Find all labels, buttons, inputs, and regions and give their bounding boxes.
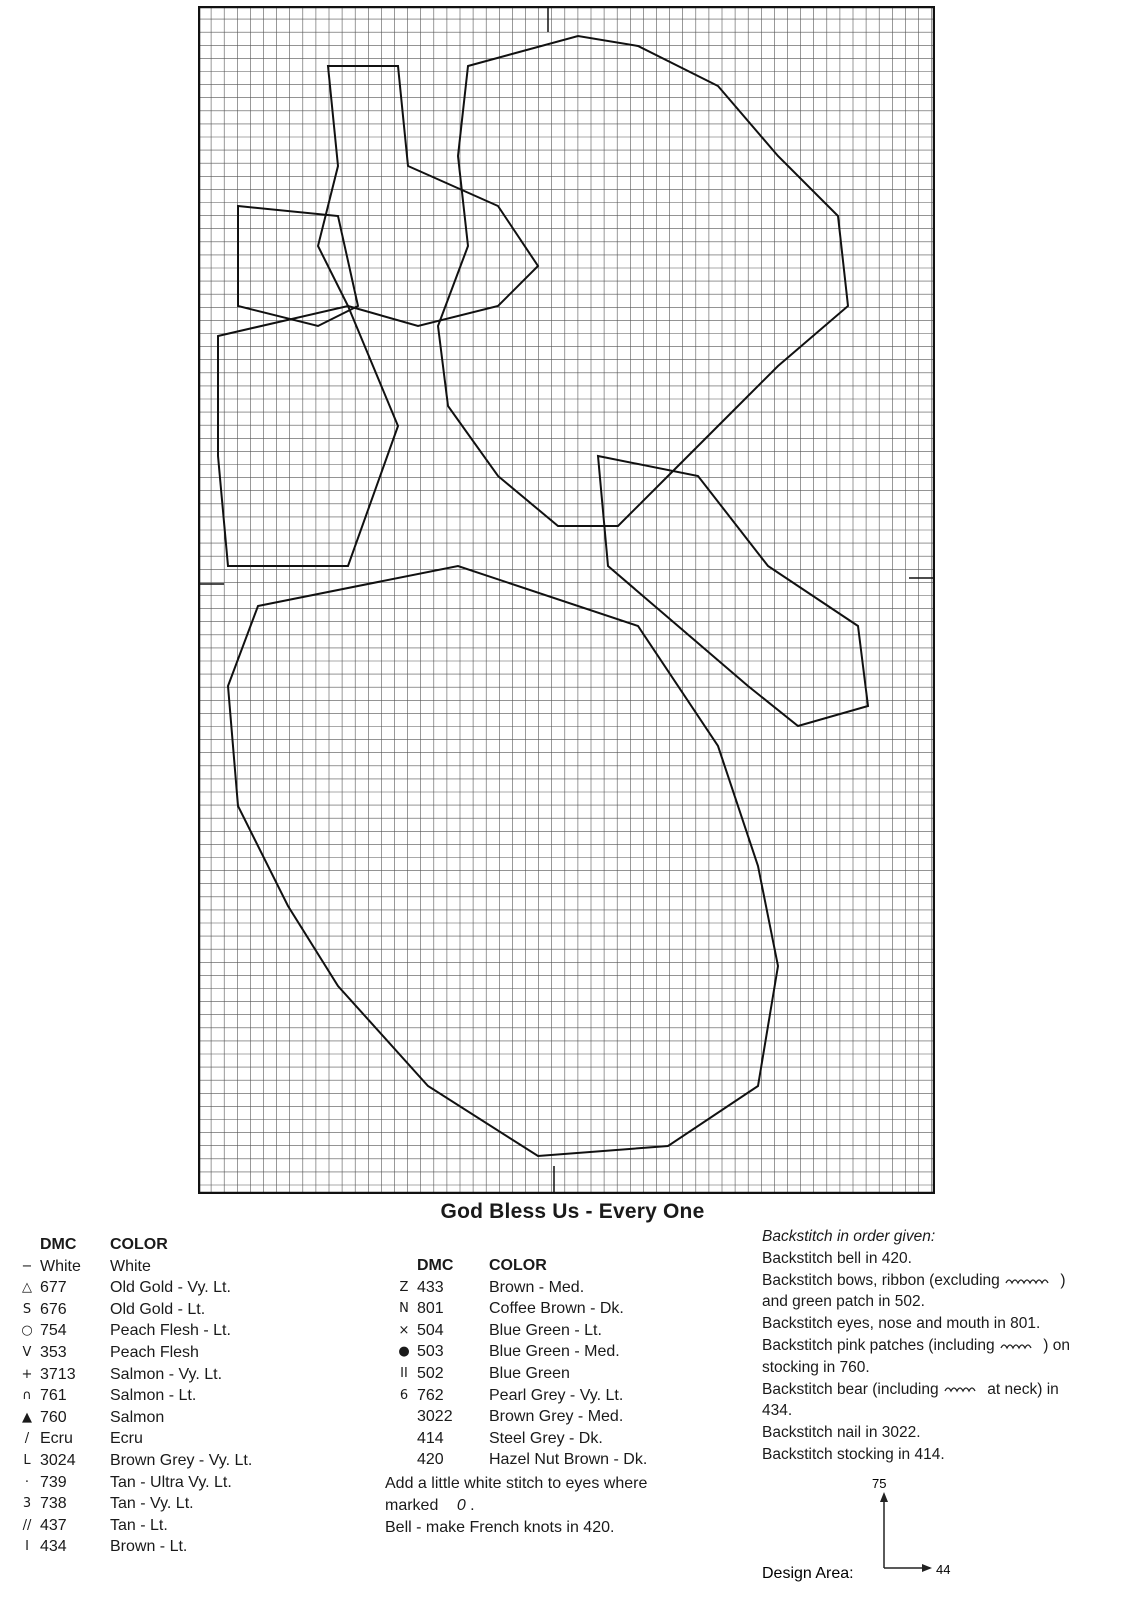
legend-symbol: ×	[398, 1322, 410, 1338]
legend-dmc: 677	[40, 1279, 67, 1297]
legend-dmc: 434	[40, 1538, 67, 1556]
legend-symbol	[395, 1428, 413, 1450]
backstitch-line: and green patch in 502.	[762, 1293, 925, 1311]
legend-color: Brown - Med.	[489, 1278, 585, 1296]
legend-color: Peach Flesh - Lt.	[110, 1322, 231, 1340]
legend-color: Coffee Brown - Dk.	[489, 1300, 624, 1318]
legend-symbol: +	[21, 1366, 33, 1382]
legend-color: Tan - Lt.	[110, 1516, 168, 1534]
bell-note: Bell - make French knots in 420.	[385, 1519, 615, 1536]
legend-symbol: I	[25, 1539, 29, 1555]
legend-dmc: 414	[417, 1429, 444, 1447]
legend-row	[395, 1341, 647, 1363]
legend-right-header	[395, 1255, 647, 1277]
legend-symbol: −	[21, 1258, 33, 1274]
legend-row	[395, 1385, 647, 1407]
design-area-indicator	[762, 1478, 962, 1588]
legend-row	[18, 1320, 252, 1342]
legend-color: Old Gold - Vy. Lt.	[110, 1279, 231, 1297]
legend-color: Brown - Lt.	[110, 1538, 188, 1556]
backstitch-text: Backstitch bear (including	[762, 1380, 939, 1398]
backstitch-text: ) on	[1043, 1336, 1070, 1354]
legend-color: Brown Grey - Vy. Lt.	[110, 1451, 253, 1469]
chart-outline	[318, 66, 538, 326]
legend-symbol: L	[23, 1452, 31, 1468]
legend-symbol: N	[399, 1301, 409, 1317]
legend-dmc: 754	[40, 1322, 67, 1340]
legend-color: Ecru	[110, 1430, 143, 1448]
legend-color: Peach Flesh	[110, 1343, 199, 1361]
white-stitch-note-text: marked	[385, 1497, 439, 1514]
legend-dmc: 760	[40, 1408, 67, 1426]
legend-symbol: ▲	[22, 1409, 32, 1425]
chart-outline	[218, 306, 398, 566]
legend-row	[18, 1493, 252, 1515]
legend-left-header	[18, 1234, 252, 1256]
legend-dmc: 762	[417, 1386, 444, 1404]
legend-row	[395, 1298, 647, 1320]
legend-row	[395, 1406, 647, 1428]
legend-row	[18, 1342, 252, 1364]
legend-symbol: II	[400, 1365, 408, 1381]
backstitch-line: Backstitch bell in 420.	[762, 1249, 912, 1267]
legend-symbol: /	[24, 1431, 30, 1447]
backstitch-line: 434.	[762, 1402, 793, 1420]
legend-symbol: ○	[21, 1323, 33, 1339]
legend-symbol: ∩	[22, 1388, 32, 1404]
legend-row	[18, 1277, 252, 1299]
legend-color: Tan - Ultra Vy. Lt.	[110, 1473, 232, 1491]
legend-row	[395, 1363, 647, 1385]
legend-symbol: ·	[24, 1474, 30, 1490]
legend-color: Hazel Nut Brown - Dk.	[489, 1451, 648, 1469]
legend-symbol: Z	[399, 1279, 409, 1295]
design-area-label: Design Area:	[762, 1565, 854, 1582]
legend-symbol: S	[22, 1301, 32, 1317]
backstitch-heading: Backstitch in order given:	[762, 1228, 936, 1245]
legend-dmc: 503	[417, 1343, 444, 1361]
legend-row	[395, 1449, 647, 1471]
legend-dmc: 676	[40, 1300, 67, 1318]
legend-symbol: 3	[22, 1496, 32, 1512]
legend-color: Steel Grey - Dk.	[489, 1429, 603, 1447]
legend-row	[395, 1428, 647, 1450]
chart-outline	[598, 456, 868, 726]
legend-row	[18, 1385, 252, 1407]
white-stitch-note-line2: marked 0 .	[385, 1497, 475, 1514]
legend-color: Pearl Grey - Vy. Lt.	[489, 1386, 624, 1404]
legend-row	[18, 1472, 252, 1494]
legend-dmc: 739	[40, 1473, 67, 1491]
legend-dmc: 504	[417, 1321, 444, 1339]
legend-dmc: 353	[40, 1343, 67, 1361]
legend-row	[18, 1256, 252, 1278]
backstitch-text: )	[1060, 1271, 1066, 1289]
legend-color: Tan - Vy. Lt.	[110, 1495, 194, 1513]
legend-color: Blue Green - Med.	[489, 1343, 620, 1361]
legend-dmc: 3022	[417, 1408, 453, 1426]
backstitch-line	[762, 1270, 1132, 1292]
legend-header-dmc: DMC	[417, 1257, 454, 1274]
legend-row	[18, 1515, 252, 1537]
legend-symbol: V	[22, 1344, 32, 1360]
legend-right	[395, 1255, 647, 1471]
legend-row	[395, 1320, 647, 1342]
legend-symbol: 6	[399, 1387, 409, 1403]
legend-dmc: 738	[40, 1495, 67, 1513]
cross-stitch-chart	[198, 6, 935, 1194]
legend-color: Old Gold - Lt.	[110, 1300, 206, 1318]
legend-color: Blue Green - Lt.	[489, 1321, 602, 1339]
wavy-stitch-icon	[1004, 1276, 1056, 1286]
legend-dmc: 801	[417, 1300, 444, 1318]
legend-row	[18, 1299, 252, 1321]
white-stitch-note-line1: Add a little white stitch to eyes where	[385, 1475, 648, 1492]
legend-dmc: 761	[40, 1387, 67, 1405]
backstitch-line: Backstitch stocking in 414.	[762, 1445, 945, 1463]
legend-color: White	[110, 1257, 151, 1275]
arrow-up-icon	[880, 1492, 888, 1502]
legend-row	[18, 1450, 252, 1472]
backstitch-text: Backstitch bows, ribbon (excluding	[762, 1271, 1000, 1289]
legend-row	[18, 1428, 252, 1450]
legend-dmc: 437	[40, 1516, 67, 1534]
legend-color: Brown Grey - Med.	[489, 1408, 624, 1426]
legend-symbol: ●	[398, 1344, 410, 1360]
legend-left	[18, 1234, 252, 1558]
wavy-stitch-icon	[943, 1384, 983, 1394]
legend-dmc: 3713	[40, 1365, 76, 1383]
backstitch-text: at neck) in	[987, 1380, 1059, 1398]
backstitch-text: Backstitch pink patches (including	[762, 1336, 995, 1354]
legend-row	[395, 1277, 647, 1299]
legend-dmc: 3024	[40, 1451, 76, 1469]
legend-dmc: White	[40, 1257, 81, 1275]
legend-header-color: COLOR	[489, 1257, 547, 1274]
legend-color: Salmon	[110, 1408, 165, 1426]
stitch-notes	[385, 1473, 647, 1539]
legend-row	[18, 1536, 252, 1558]
backstitch-line: stocking in 760.	[762, 1358, 870, 1376]
backstitch-line: Backstitch nail in 3022.	[762, 1424, 921, 1442]
backstitch-line: Backstitch eyes, nose and mouth in 801.	[762, 1315, 1041, 1333]
white-stitch-mark: 0	[456, 1497, 466, 1514]
legend-header-dmc: DMC	[40, 1236, 77, 1253]
legend-color: Blue Green	[489, 1364, 570, 1382]
legend-dmc: 433	[417, 1278, 444, 1296]
legend-symbol	[395, 1406, 413, 1428]
legend-color: Salmon - Vy. Lt.	[110, 1365, 223, 1383]
design-area-width: 44	[936, 1562, 951, 1577]
legend-row	[18, 1407, 252, 1429]
legend-dmc: 420	[417, 1451, 444, 1469]
legend-symbol	[395, 1449, 413, 1471]
chart-border	[199, 7, 934, 1193]
backstitch-line	[762, 1379, 1132, 1401]
legend-symbol: //	[22, 1517, 32, 1533]
backstitch-instructions	[762, 1226, 1132, 1466]
wavy-stitch-icon	[999, 1341, 1039, 1351]
legend-dmc: Ecru	[40, 1430, 73, 1448]
backstitch-line	[762, 1335, 1132, 1357]
legend-header-color: COLOR	[110, 1236, 168, 1253]
legend-row	[18, 1364, 252, 1386]
design-area-height: 75	[872, 1478, 887, 1491]
legend-dmc: 502	[417, 1364, 444, 1382]
legend-color: Salmon - Lt.	[110, 1387, 197, 1405]
legend-symbol: △	[22, 1280, 32, 1296]
pattern-title: God Bless Us - Every One	[440, 1200, 705, 1223]
arrow-right-icon	[922, 1564, 932, 1572]
